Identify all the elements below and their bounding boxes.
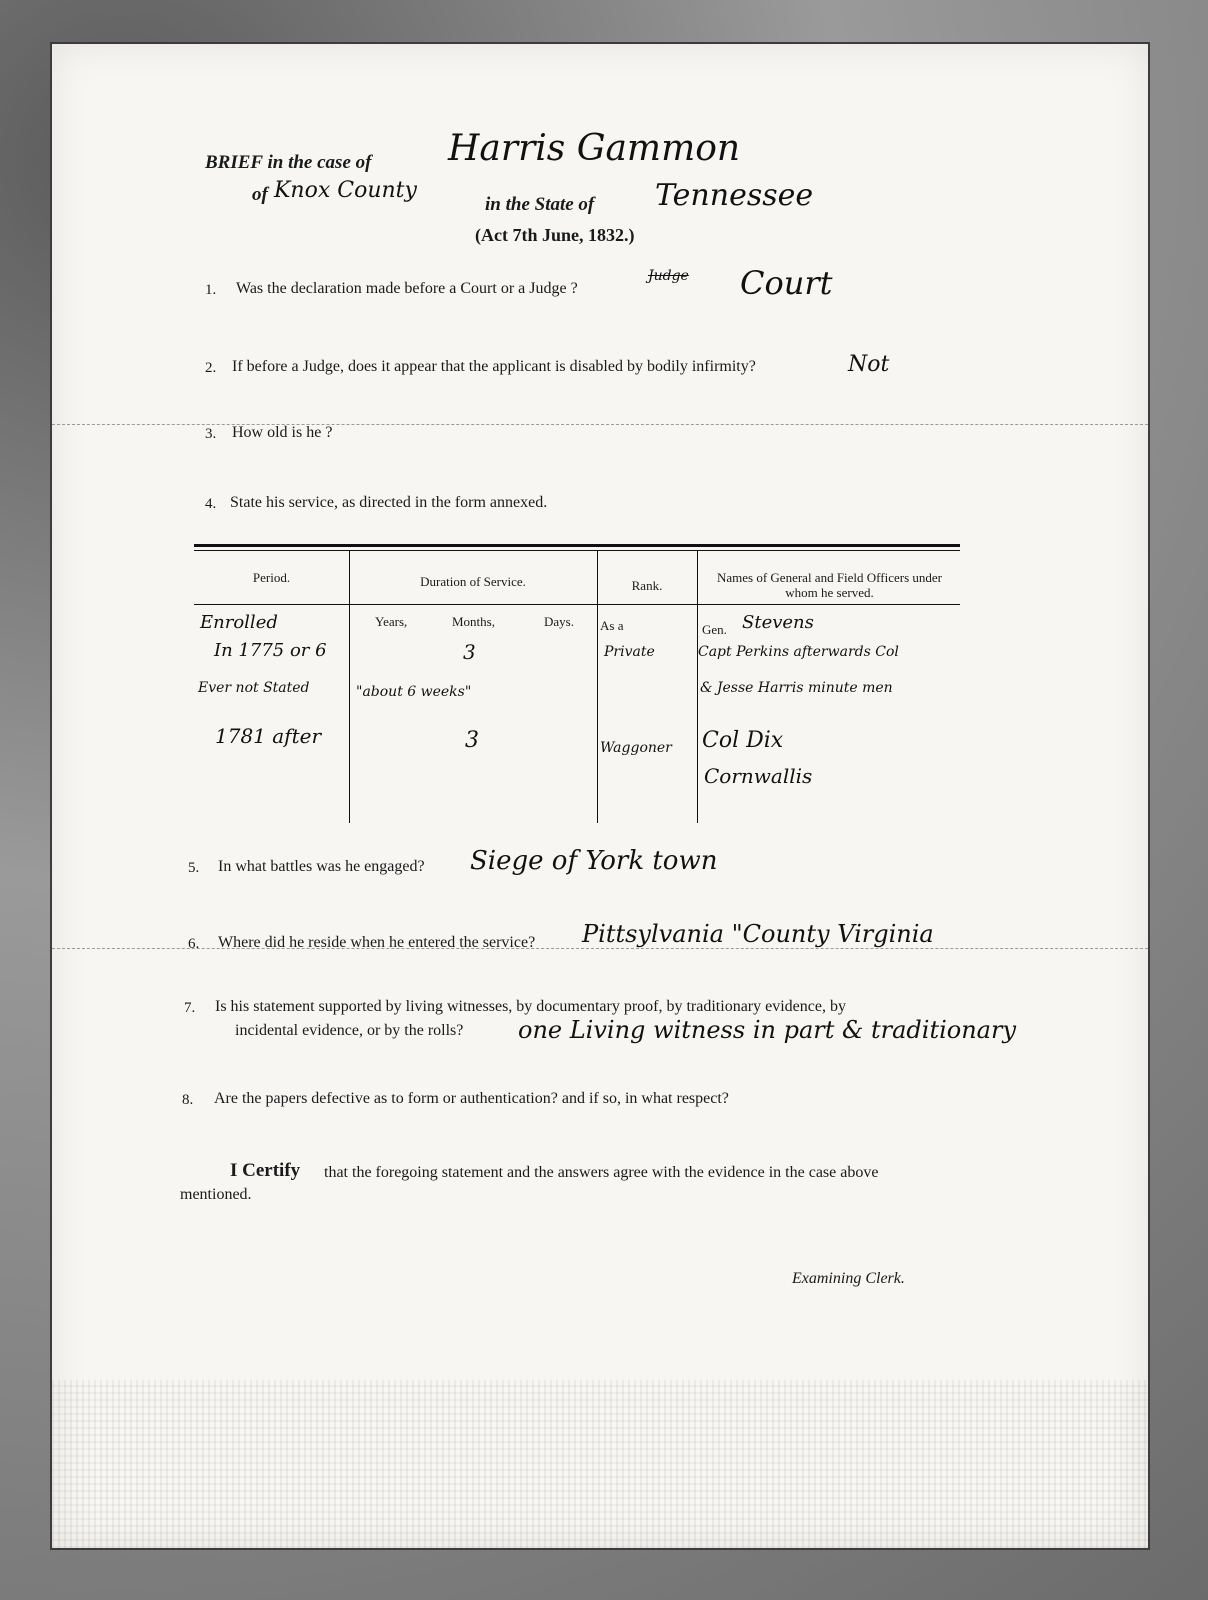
question-1-text: Was the declaration made before a Court or a Judge ? <box>236 280 578 297</box>
question-7-number: 7. <box>184 1000 196 1016</box>
question-5-answer: Siege of York town <box>470 846 718 876</box>
question-1-number: 1. <box>205 282 217 298</box>
row-rank: Waggoner <box>600 740 672 756</box>
row-duration: 3 <box>465 728 479 753</box>
subheader-months: Months, <box>452 614 495 629</box>
question-7-text: Is his statement supported by living witnesses, by documentary proof, by traditionary evidence, by <box>215 998 846 1015</box>
question-3-number: 3. <box>205 426 217 442</box>
question-2-text: If before a Judge, does it appear that the applicant is disabled by bodily infirmity? <box>232 358 756 375</box>
header-period: Period. <box>252 570 291 585</box>
state: Tennessee <box>655 178 814 213</box>
question-1-answer: Court <box>740 264 833 302</box>
claimant-name: Harris Gammon <box>448 128 741 169</box>
question-4-text: State his service, as directed in the form annexed. <box>230 494 548 511</box>
subheader-years: Years, <box>375 614 408 629</box>
row-period: 1781 after <box>215 724 322 748</box>
certify-lead: I Certify <box>230 1160 301 1181</box>
header-duration: Duration of Service. <box>420 574 526 589</box>
brief-label: BRIEF in the case of <box>205 152 372 173</box>
subheader-days: Days. <box>544 614 574 629</box>
question-4-number: 4. <box>205 496 217 512</box>
row-rank: Private <box>604 644 655 660</box>
row-officers: Capt Perkins afterwards Col <box>698 644 899 660</box>
question-8-number: 8. <box>182 1092 194 1108</box>
certify-text-continued: mentioned. <box>180 1186 252 1203</box>
question-7-answer: one Living witness in part & traditionary <box>518 1016 1017 1044</box>
question-2-answer: Not <box>848 352 890 377</box>
question-1-struck: Judge <box>648 268 689 284</box>
examining-clerk-label: Examining Clerk. <box>792 1270 905 1287</box>
header-rank: Rank. <box>631 578 663 593</box>
row-officers: Stevens <box>742 612 814 633</box>
question-7-text-continued: incidental evidence, or by the rolls? <box>235 1022 464 1039</box>
county: Knox County <box>274 178 417 203</box>
row-officers: & Jesse Harris minute men <box>700 680 893 696</box>
fold-line <box>52 424 1148 425</box>
form-page <box>52 44 1148 1548</box>
question-6-answer: Pittsylvania "County Virginia <box>582 920 934 948</box>
row-period: Enrolled <box>200 612 278 633</box>
scan-noise <box>52 1380 1148 1548</box>
row-officers: Cornwallis <box>704 764 813 788</box>
row-duration: "about 6 weeks" <box>356 684 472 700</box>
of-label: of <box>252 184 268 205</box>
subheader-as-a: As a <box>600 618 624 633</box>
subheader-gen: Gen. <box>702 622 727 637</box>
certify-text: that the foregoing statement and the answers agree with the evidence in the case above <box>324 1164 879 1181</box>
act-reference: (Act 7th June, 1832.) <box>475 225 635 245</box>
question-6-number: 6. <box>188 936 200 952</box>
row-officers: Col Dix <box>702 728 784 753</box>
row-period: In 1775 or 6 <box>214 640 327 661</box>
fold-line <box>52 948 1148 949</box>
state-label: in the State of <box>485 194 595 215</box>
row-duration: 3 <box>463 640 476 664</box>
question-2-number: 2. <box>205 360 217 376</box>
question-5-number: 5. <box>188 860 200 876</box>
question-5-text: In what battles was he engaged? <box>218 858 425 875</box>
question-6-text: Where did he reside when he entered the service? <box>218 934 536 951</box>
question-8-text: Are the papers defective as to form or authentication? and if so, in what respect? <box>214 1090 729 1107</box>
question-3-text: How old is he ? <box>232 424 333 441</box>
header-officers: Names of General and Field Officers under whom he served. <box>716 570 942 600</box>
row-period: Ever not Stated <box>198 680 310 696</box>
